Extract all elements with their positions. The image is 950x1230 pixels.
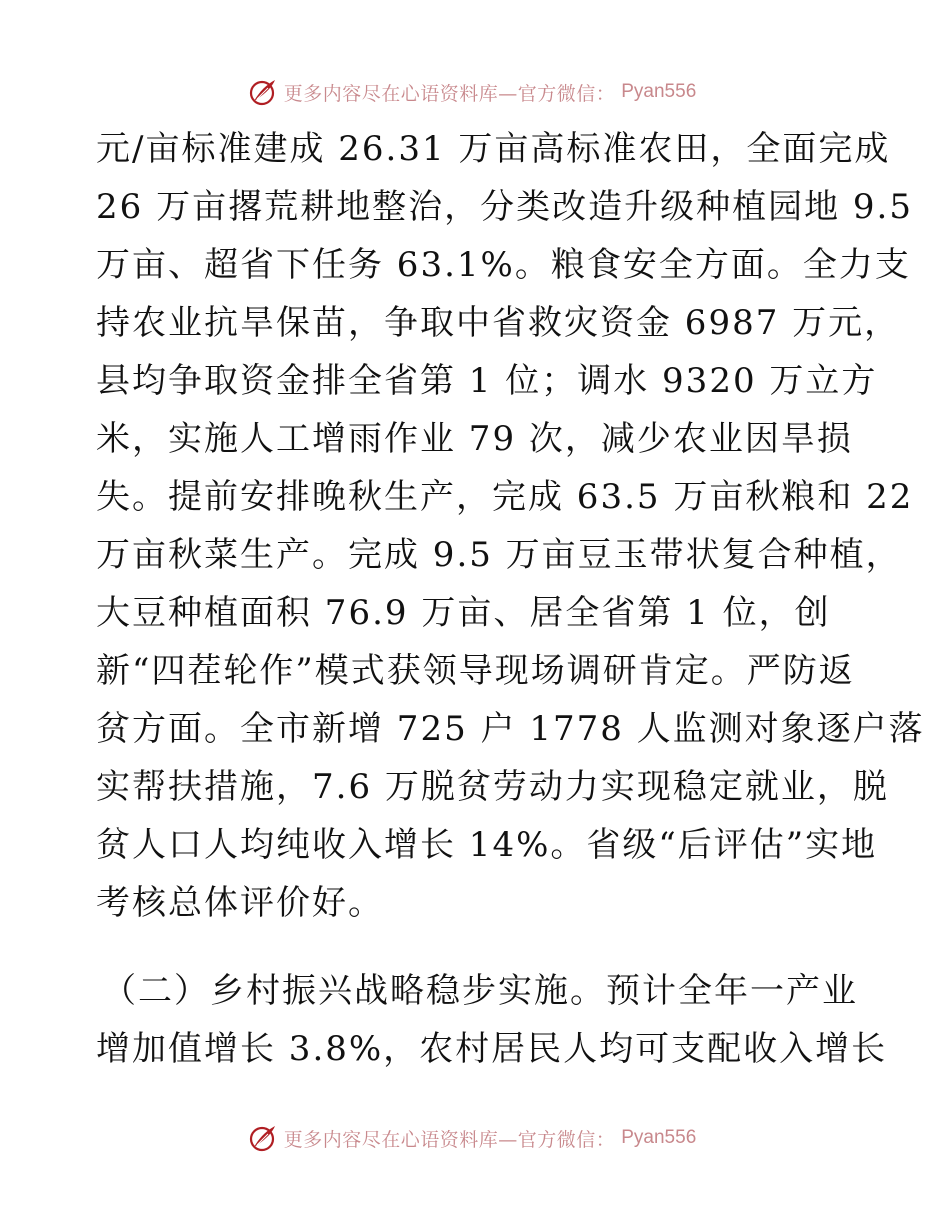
text-line: 米，实施人工增雨作业 79 次，减少农业因旱损 bbox=[96, 419, 853, 459]
text-line: 元/亩标准建成 26.31 万亩高标准农田，全面完成 bbox=[96, 129, 891, 169]
text-line: 万亩秋菜生产。完成 9.5 万亩豆玉带状复合种植， bbox=[96, 535, 902, 575]
text-line: 新“四茬轮作”模式获领导现场调研肯定。严防返 bbox=[96, 651, 855, 691]
document-body bbox=[96, 120, 925, 1078]
text-line: 大豆种植面积 76.9 万亩、居全省第 1 位，创 bbox=[96, 593, 831, 633]
text-line: 实帮扶措施，7.6 万脱贫劳动力实现稳定就业，脱 bbox=[96, 767, 889, 807]
header-watermark-handle: Pyan556 bbox=[621, 81, 697, 102]
text-line: 26 万亩撂荒耕地整治，分类改造升级种植园地 9.5 bbox=[96, 187, 913, 227]
feather-circle-logo-icon bbox=[248, 1123, 278, 1153]
text-line: 考核总体评价好。 bbox=[96, 883, 384, 923]
text-line: 万亩、超省下任务 63.1%。粮食安全方面。全力支 bbox=[96, 245, 911, 285]
feather-circle-logo-icon bbox=[248, 77, 278, 107]
text-line: 失。提前安排晚秋生产，完成 63.5 万亩秋粮和 22 bbox=[96, 477, 914, 517]
footer-watermark-text: 更多内容尽在心语资料库—官方微信： bbox=[283, 1128, 616, 1151]
header-watermark-text: 更多内容尽在心语资料库—官方微信： bbox=[283, 82, 616, 105]
text-line: 贫人口人均纯收入增长 14%。省级“后评估”实地 bbox=[96, 825, 878, 865]
footer-watermark-banner bbox=[0, 1118, 950, 1158]
header-watermark-banner bbox=[0, 72, 950, 112]
paragraph-gap bbox=[96, 932, 896, 962]
text-line: 贫方面。全市新增 725 户 1778 人监测对象逐户落 bbox=[96, 709, 925, 749]
section-heading-line: （二）乡村振兴战略稳步实施。预计全年一产业 bbox=[102, 971, 858, 1011]
text-line: 持农业抗旱保苗，争取中省救灾资金 6987 万元， bbox=[96, 303, 901, 343]
header-watermark-inner bbox=[248, 77, 697, 107]
footer-watermark-inner bbox=[248, 1123, 697, 1153]
footer-watermark-handle: Pyan556 bbox=[621, 1127, 697, 1148]
paragraph-1 bbox=[96, 120, 925, 932]
text-line: 增加值增长 3.8%，农村居民人均可支配收入增长 bbox=[96, 1029, 888, 1069]
text-line: 县均争取资金排全省第 1 位；调水 9320 万立方 bbox=[96, 361, 878, 401]
paragraph-2 bbox=[96, 962, 896, 1078]
